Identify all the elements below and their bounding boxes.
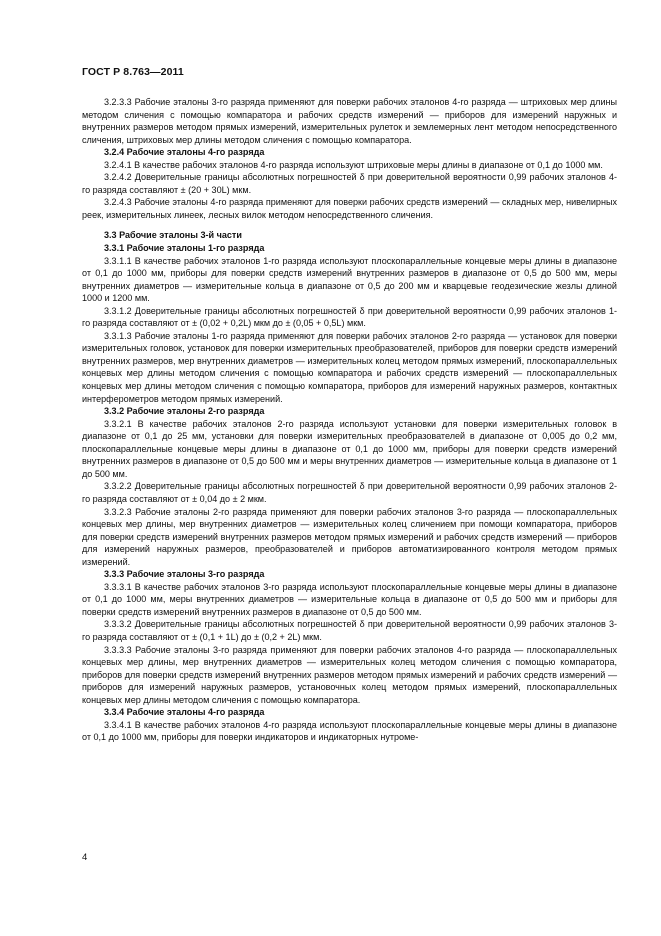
paragraph-3-3-4-1: 3.3.4.1 В качестве рабочих эталонов 4-го разряда используют плоскопараллельные концевые меры длины в диапазоне от 0,1 до 1000 мм, приборы для поверки индикаторов и индикаторных нутроме- <box>82 719 617 743</box>
paragraph-3-3-1-2: 3.3.1.2 Доверительные границы абсолютных погрешностей δ при доверительной вероятности 0,99 рабочих эталонов 1-го разряда составляют от ± (0,02 + 0,2L) мкм до ± (0,05 + 0,5L) мкм. <box>82 305 617 329</box>
paragraph-3-3-3-3: 3.3.3.3 Рабочие эталоны 3-го разряда применяют для поверки рабочих эталонов 4-го разряда — плоскопараллельных концевых мер длины, мер внутренних диаметров — измерительных колец методом сличения с помощью компаратора, приборов для поверки средств измерений внутренних размеров методом прямых измерений и рабочих средств измерений — приборов для измерений наружных размеров, установочных колец методом прямых измерений, плоскопараллельных концевых мер длины методом сличения с помощью компаратора. <box>82 644 617 705</box>
paragraph-3-2-4-3: 3.2.4.3 Рабочие эталоны 4-го разряда применяют для поверки рабочих средств измерений — складных мер, нивелирных реек, измерительных линеек, лесных вилок методом непосредственного сличения. <box>82 197 617 220</box>
paragraph-3-3-2-1: 3.3.2.1 В качестве рабочих эталонов 2-го разряда используют установки для поверки измерительных головок в диапазоне от 0,1 до 25 мм, установки для поверки измерительных преобразователей в диапазоне от 0,005 до 0,2 мм, плоскопараллельные концевые меры длины в диапазоне от 0,1 до 1000 мм, приборы для поверки средств измерений внутренних размеров в диапазоне от 0,5 до 500 мм и меры внутренних диаметров — измерительные кольца в диапазоне от 1 до 500 мм. <box>82 418 617 479</box>
heading-3-3-3: 3.3.3 Рабочие эталоны 3-го разряда <box>104 569 265 580</box>
paragraph-3-3-3-1: 3.3.3.1 В качестве рабочих эталонов 3-го разряда используют плоскопараллельные концевые меры длины в диапазоне от 0,1 до 1000 мм, меры внутренних диаметров — измерительные кольца в диапазоне от 0,5 до 500 мм и приборы для поверки средств измерений внутренних размеров в диапазоне от 0,5 до 500 мм. <box>82 581 617 617</box>
heading-3-3-4: 3.3.4 Рабочие эталоны 4-го разряда <box>104 707 265 718</box>
paragraph-3-3-1-3: 3.3.1.3 Рабочие эталоны 1-го разряда применяют для поверки рабочих эталонов 2-го разряда — установок для поверки измерительных головок, установок для поверки измерительных преобразователей, приборов для поверки средств измерений внутренних размеров, мер внутренних диаметров — измерительных колец методом прямых измерений, плоскопараллельных концевых мер длины методом сличения с помощью компаратора и рабочих средств измерений — плоскопараллельных концевых мер длины методом сличения с помощью компаратора, приборов для измерений наружных размеров, контактных интерферометров методом прямых измерений. <box>82 330 617 404</box>
page-header: ГОСТ Р 8.763—2011 <box>82 66 184 78</box>
paragraph-3-3-2-2: 3.3.2.2 Доверительные границы абсолютных погрешностей δ при доверительной вероятности 0,99 рабочих эталонов 2-го разряда составляют от ± 0,04 до ± 2 мкм. <box>82 481 617 504</box>
paragraph-3-2-3-3: 3.2.3.3 Рабочие эталоны 3-го разряда применяют для поверки рабочих эталонов 4-го разряда — штриховых мер длины методом сличения с помощью компаратора и рабочих средств измерений — приборов для измерений наружных и внутренних размеров методом прямых измерений, измерительных рулеток и землемерных лент методом непосредственного сличения, штриховых мер длины методом сличения с помощью компаратора. <box>82 97 617 145</box>
paragraph-3-3-1-1: 3.3.1.1 В качестве рабочих эталонов 1-го разряда используют плоскопараллельные концевые меры длины в диапазоне от 0,1 до 1000 мм, приборы для поверки средств измерений внутренних размеров в диапазоне от 0,5 до 500 мм, меры внутренних диаметров — измерительные кольца в диапазоне от 0,5 до 200 мм и кварцевые геодезические жезлы длиной 1000 и 1200 мм. <box>82 255 617 304</box>
heading-3-3-1: 3.3.1 Рабочие эталоны 1-го разряда <box>104 243 265 254</box>
paragraph-3-3-2-3: 3.3.2.3 Рабочие эталоны 2-го разряда применяют для поверки рабочих эталонов 3-го разряда — плоскопараллельных концевых мер длины, мер внутренних диаметров — измерительных колец сличением при помощи компаратора, приборов для поверки средств измерений внутренних размеров методом прямых измерений и рабочих средств измерений — приборов для измерений наружных размеров, преобразователей и приборов автоматизированного контроля методом прямых измерений. <box>82 506 617 567</box>
paragraph-3-2-4-1: 3.2.4.1 В качестве рабочих эталонов 4-го разряда используют штриховые меры длины в диапазоне от 0,1 до 1000 мм. <box>104 159 603 170</box>
heading-3-3: 3.3 Рабочие эталоны 3-й части <box>104 230 242 241</box>
page-number: 4 <box>82 852 88 863</box>
paragraph-3-2-4-2: 3.2.4.2 Доверительные границы абсолютных погрешностей δ при доверительной вероятности 0,99 рабочих эталонов 4-го разряда составляют ± (20 + 30L) мкм. <box>82 172 617 195</box>
document-body <box>82 96 617 744</box>
heading-3-2-4: 3.2.4 Рабочие эталоны 4-го разряда <box>104 147 265 158</box>
paragraph-3-3-3-2: 3.3.3.2 Доверительные границы абсолютных погрешностей δ при доверительной вероятности 0,99 рабочих эталонов 3-го разряда составляют от ± (0,1 + 1L) до ± (0,2 + 2L) мкм. <box>82 619 617 642</box>
heading-3-3-2: 3.3.2 Рабочие эталоны 2-го разряда <box>104 406 265 417</box>
